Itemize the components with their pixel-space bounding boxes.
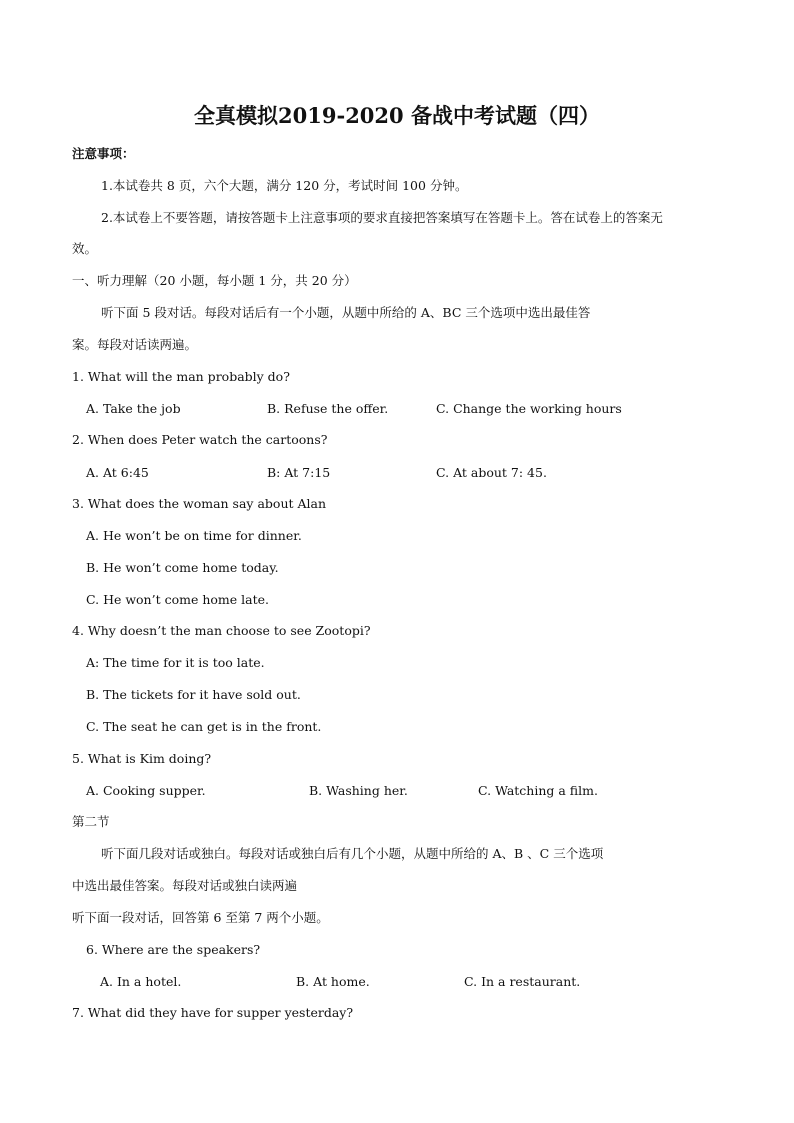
question-1-option-a: A. Take the job [86,401,181,416]
question-6-option-a: A. In a hotel. [100,974,182,989]
question-7: 7. What did they have for supper yesterday? [72,1005,354,1020]
question-5-option-a: A. Cooking supper. [86,783,206,798]
question-1-option-b: B. Refuse the offer. [267,401,389,416]
question-4-option-b: B. The tickets for it have sold out. [86,687,301,702]
question-3: 3. What does the woman say about Alan [72,496,327,511]
question-2-option-c: C. At about 7: 45. [436,465,547,480]
question-1-option-c: C. Change the working hours [436,401,622,416]
section-2-heading: 第二节 [72,814,110,829]
notice-item-1: 1.本试卷共 8 页，六个大题，满分 120 分，考试时间 100 分钟。 [101,178,468,193]
question-3-option-a: A. He won’t be on time for dinner. [86,528,302,543]
question-3-option-c: C. He won’t come home late. [86,592,269,607]
question-6-option-c: C. In a restaurant. [464,974,581,989]
section-1-instruction-line-1: 听下面 5 段对话。每段对话后有一个小题，从题中所给的 A、BC 三个选项中选出最佳答 [101,305,591,320]
section-1-instruction-line-2: 案。每段对话读两遍。 [72,337,198,352]
question-6-option-b: B. At home. [296,974,370,989]
question-2-option-b: B: At 7:15 [267,465,331,480]
question-5: 5. What is Kim doing? [72,751,212,766]
question-2-option-a: A. At 6:45 [86,465,149,480]
question-4-option-c: C. The seat he can get is in the front. [86,719,322,734]
question-5-option-b: B. Washing her. [309,783,408,798]
notice-item-2-line-2: 效。 [72,241,98,256]
question-1: 1. What will the man probably do? [72,369,290,384]
section-2-instruction-line-1: 听下面几段对话或独白。每段对话或独白后有几个小题，从题中所给的 A、B 、C 三个选项 [101,846,604,861]
section-1-heading: 一、听力理解（20 小题，每小题 1 分，共 20 分） [72,273,357,288]
notice-item-2-line-1: 2.本试卷上不要答题，请按答题卡上注意事项的要求直接把答案填写在答题卡上。答在试卷上的答案无 [101,210,663,225]
notice-heading: 注意事项： [72,146,135,161]
question-4: 4. Why doesn’t the man choose to see Zootopi? [72,623,371,638]
section-2-instruction-line-2: 中选出最佳答案。每段对话或独白读两遍 [72,878,298,893]
question-3-option-b: B. He won’t come home today. [86,560,279,575]
question-6: 6. Where are the speakers? [86,942,261,957]
question-2: 2. When does Peter watch the cartoons? [72,432,328,447]
page-title: 全真模拟2019-2020 备战中考试题（四） [194,103,600,128]
question-4-option-a: A: The time for it is too late. [86,655,265,670]
section-2-sub-instruction: 听下面一段对话，回答第 6 至第 7 两个小题。 [72,910,329,925]
question-5-option-c: C. Watching a film. [478,783,598,798]
